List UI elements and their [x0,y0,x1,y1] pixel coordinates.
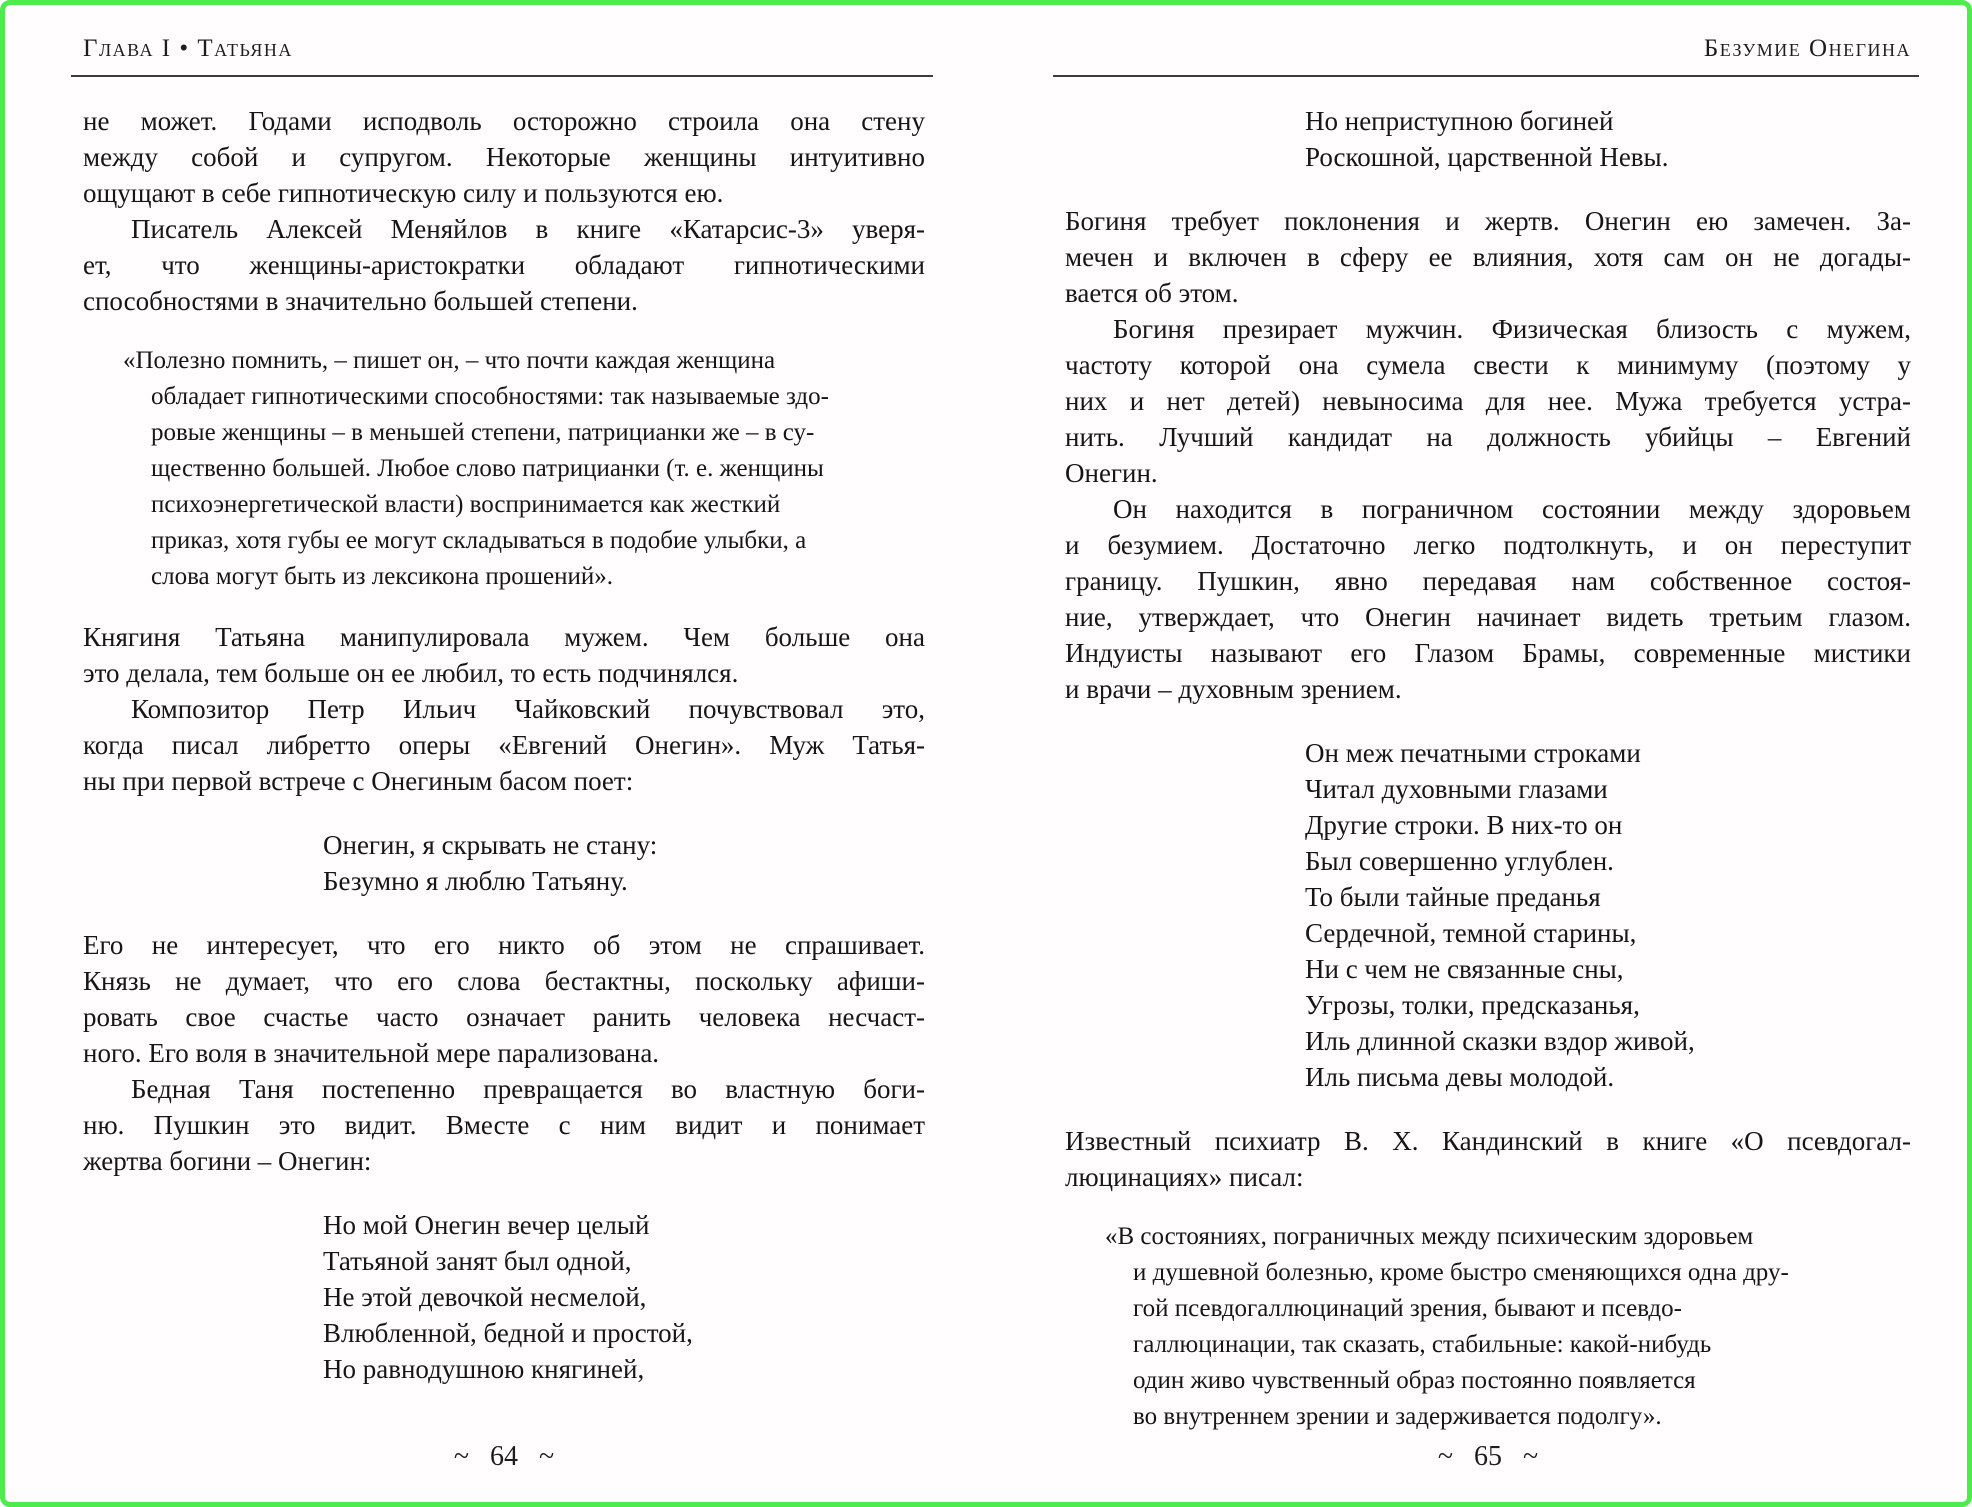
text-line: Но равнодушною княгиней, [323,1354,645,1384]
text-line: Его не интересует, что его никто об этом не спрашивает. [83,930,925,960]
text-line: Княгиня Татьяна манипулировала мужем. Чем больше она [83,622,925,652]
text-line: вается об этом. [1065,278,1239,308]
text-line: Писатель Алексей Меняйлов в книге «Катарсис-3» уверя- [131,214,925,244]
text-line: Другие строки. В них-то он [1305,810,1623,840]
block-quote [1065,1219,1911,1435]
text-line: ровые женщины – в меньшей степени, патрицианки же – в су- [151,419,815,446]
text-line: Иль длинной сказки вздор живой, [1305,1026,1695,1056]
verse [323,1207,925,1387]
page-number-left: ~ 64 ~ [453,1441,555,1472]
text-line: приказ, хотя губы ее могут складываться в подобие улыбки, а [151,527,807,554]
text-line: обладает гипнотическими способностями: так называемые здо- [151,383,829,410]
text-line: ного. Его воля в значительной мере парализована. [83,1038,660,1068]
text-line: ет, что женщины-аристократки обладают гипнотическими [83,250,925,280]
text-line: щественно большей. Любое слово патрицианки (т. е. женщины [151,455,824,482]
text-line: Ни с чем не связанные сны, [1305,954,1624,984]
text-line: частоту которой она сумела свести к минимуму (поэтому у [1065,350,1911,380]
page-content [1065,103,1911,1435]
paragraph [1065,1123,1911,1195]
text-line: Не этой девочкой несмелой, [323,1282,647,1312]
text-line: Сердечной, темной старины, [1305,918,1637,948]
text-line: психоэнергетической власти) воспринимается как жесткий [151,491,781,518]
text-line: Богиня требует поклонения и жертв. Онегин ею замечен. За- [1065,206,1911,236]
text-line: гой псевдогаллюцинаций зрения, бывают и псевдо- [1133,1295,1682,1322]
text-line: них и нет детей) невыносима для нее. Мужа требуется устра- [1065,386,1911,416]
text-line: Богиня презирает мужчин. Физическая близость с мужем, [1113,314,1911,344]
text-line: ние, утверждает, что Онегин начинает видеть третьим глазом. [1065,602,1911,632]
paragraph [83,103,925,211]
text-line: мечен и включен в сферу ее влияния, хотя сам он не догады- [1065,242,1911,272]
text-line: ощущают в себе гипнотическую силу и пользуются ею. [83,178,724,208]
page-content [83,103,925,1387]
paragraph [83,691,925,799]
paragraph [83,927,925,1071]
text-line: Известный психиатр В. Х. Кандинский в книге «О псевдогал- [1065,1126,1911,1156]
text-line: галлюцинации, так сказать, стабильные: какой-нибудь [1133,1331,1712,1358]
text-line: способностями в значительно большей степени. [83,286,638,316]
running-header-left: Глава I • Татьяна [83,35,293,62]
text-line: когда писал либретто оперы «Евгений Онегин». Муж Татья- [83,730,925,760]
text-line: это делала, тем больше он ее любил, то есть подчинялся. [83,658,739,688]
text-line: Влюбленной, бедной и простой, [323,1318,693,1348]
header-rule [1053,75,1919,77]
text-line: между собой и супругом. Некоторые женщины интуитивно [83,142,925,172]
page-number-right: ~ 65 ~ [1437,1441,1539,1472]
block-quote [83,343,925,595]
text-line: Индуисты называют его Глазом Брамы, современные мистики [1065,638,1911,668]
header-rule [71,75,933,77]
text-line: Онегин. [1065,458,1158,488]
text-line: Татьяной занят был одной, [323,1246,632,1276]
running-header-right: Безумие Онегина [1703,35,1911,62]
paragraph [1065,203,1911,311]
verse [1305,735,1911,1095]
text-line: ны при первой встрече с Онегиным басом поет: [83,766,634,796]
text-line: ровать свое счастье часто означает ранить человека несчаст- [83,1002,925,1032]
text-line: во внутреннем зрении и задерживается подолгу». [1133,1403,1662,1430]
verse [323,827,925,899]
text-line: люцинациях» писал: [1065,1162,1304,1192]
text-line: Безумно я люблю Татьяну. [323,866,628,896]
text-line: Но неприступною богиней [1305,106,1614,136]
text-line: Композитор Петр Ильич Чайковский почувствовал это, [131,694,925,724]
text-line: Он находится в пограничном состоянии между здоровьем [1113,494,1911,524]
text-line: То были тайные преданья [1305,882,1601,912]
text-line: слова могут быть из лексикона прошений». [151,563,614,590]
text-line: и безумием. Достаточно легко подтолкнуть, и он переступит [1065,530,1911,560]
text-line: не может. Годами исподволь осторожно строила она стену [83,106,925,136]
page-right [1065,35,1911,1472]
text-line: «Полезно помнить, – пишет он, – что почти каждая женщина [123,347,776,374]
verse [1305,103,1911,175]
text-line: границу. Пушкин, явно передавая нам собственное состоя- [1065,566,1911,596]
text-line: жертва богини – Онегин: [83,1146,372,1176]
paragraph [83,211,925,319]
text-line: Угрозы, толки, предсказанья, [1305,990,1640,1020]
text-line: Бедная Таня постепенно превращается во властную боги- [131,1074,925,1104]
text-line: один живо чувственный образ постоянно появляется [1133,1367,1696,1394]
paragraph [1065,491,1911,707]
text-line: Был совершенно углублен. [1305,846,1614,876]
text-line: Иль письма девы молодой. [1305,1062,1615,1092]
text-line: Князь не думает, что его слова бестактны, поскольку афиши- [83,966,925,996]
text-line: «В состояниях, пограничных между психическим здоровьем [1105,1223,1754,1250]
text-line: Онегин, я скрывать не стану: [323,830,658,860]
text-line: Но мой Онегин вечер целый [323,1210,650,1240]
paragraph [83,1071,925,1179]
text-line: и душевной болезнью, кроме быстро сменяющихся одна дру- [1133,1259,1789,1286]
text-line: Роскошной, царственной Невы. [1305,142,1669,172]
text-line: нить. Лучший кандидат на должность убийцы – Евгений [1065,422,1911,452]
page-left [83,35,925,1472]
text-line: и врачи – духовным зрением. [1065,674,1402,704]
text-line: ню. Пушкин это видит. Вместе с ним видит и понимает [83,1110,925,1140]
paragraph [1065,311,1911,491]
text-line: Читал духовными глазами [1305,774,1608,804]
paragraph [83,619,925,691]
text-line: Он меж печатными строками [1305,738,1641,768]
